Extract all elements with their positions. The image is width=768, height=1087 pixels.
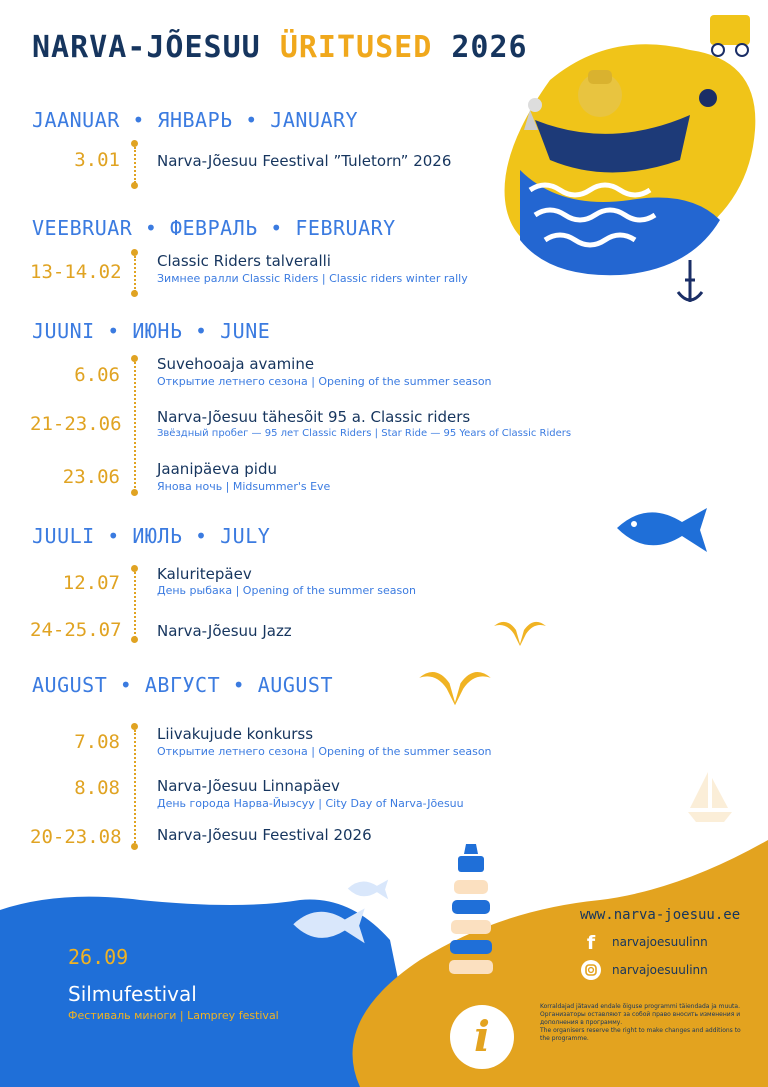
event-title: Narva-Jõesuu Linnapäev (157, 777, 340, 795)
instagram-icon (581, 960, 601, 980)
event-subtitle: Звёздный пробег — 95 лет Classic Riders | Star Ride — 95 Years of Classic Riders (157, 428, 572, 439)
facebook-link[interactable]: narvajoesuulinn (612, 935, 708, 949)
timeline-dot (131, 723, 138, 730)
title-part-1: NARVA-JÕESUU (32, 30, 261, 65)
info-letter: i (474, 1012, 490, 1061)
special-event-title: Silmufestival (68, 982, 197, 1006)
instagram-link[interactable]: narvajoesuulinn (612, 963, 708, 977)
special-event-date: 26.09 (68, 945, 129, 969)
fish-icon (288, 902, 370, 948)
timeline-line (134, 572, 136, 638)
timeline-dot (131, 290, 138, 297)
fish-icon (344, 876, 392, 902)
event-date: 20-23.08 (30, 826, 122, 848)
title-part-3: 2026 (451, 30, 528, 65)
event-date: 24-25.07 (30, 619, 122, 641)
sailboat-icon (686, 768, 734, 826)
timeline-dot (131, 565, 138, 572)
fish-icon (612, 500, 712, 558)
info-icon (450, 1005, 514, 1069)
event-title: Narva-Jõesuu Feestival 2026 (157, 826, 372, 844)
disclaimer-ru: Организаторы оставляют за собой право вносить изменения и дополнения в программу. (540, 1011, 741, 1026)
event-date: 13-14.02 (30, 261, 122, 283)
event-date: 23.06 (62, 466, 120, 488)
month-header-february: VEEBRUAR • ФЕВРАЛЬ • FEBRUARY (32, 216, 396, 240)
event-date: 6.06 (74, 364, 120, 386)
event-title: Suvehooaja avamine (157, 355, 315, 373)
month-header-august: AUGUST • АВГУСТ • AUGUST (32, 673, 333, 697)
timeline-line (134, 256, 136, 292)
timeline-dot (131, 249, 138, 256)
timeline-dot (131, 140, 138, 147)
header-illustration (490, 10, 768, 310)
disclaimer-et: Korraldajad jätavad endale õiguse programmi täiendada ja muuta. (540, 1003, 740, 1010)
seagull-icon (416, 664, 494, 708)
event-title: Classic Riders talveralli (157, 252, 331, 270)
timeline-dot (131, 182, 138, 189)
facebook-icon: f (586, 932, 596, 954)
timeline-dot (131, 636, 138, 643)
event-title: Narva-Jõesuu Feestival ”Tuletorn” 2026 (157, 152, 452, 170)
event-title: Liivakujude konkurss (157, 725, 314, 743)
page-title (32, 30, 528, 65)
event-title: Kaluritepäev (157, 565, 252, 583)
month-header-july: JUULI • ИЮЛЬ • JULY (32, 524, 271, 548)
event-date: 7.08 (74, 731, 120, 753)
lighthouse-icon (448, 840, 494, 1000)
event-subtitle: Открытие летнего сезона | Opening of the summer season (157, 375, 492, 388)
event-subtitle: Открытие летнего сезона | Opening of the summer season (157, 745, 492, 758)
month-header-june: JUUNI • ИЮНЬ • JUNE (32, 319, 271, 343)
website-link[interactable]: www.narva-joesuu.ee (580, 907, 741, 923)
timeline-line (134, 730, 136, 846)
seagull-icon (492, 616, 548, 648)
event-date: 3.01 (74, 149, 120, 171)
disclaimer-en: The organisers reserve the right to make changes and additions to the programme. (540, 1027, 741, 1042)
event-date: 8.08 (74, 777, 120, 799)
timeline-dot (131, 355, 138, 362)
event-subtitle: День рыбака | Opening of the summer season (157, 584, 416, 597)
event-title: Jaanipäeva pidu (157, 460, 277, 478)
title-part-2: ÜRITUSED (279, 30, 433, 65)
month-header-january: JAANUAR • ЯНВАРЬ • JANUARY (32, 108, 359, 132)
event-date: 21-23.06 (30, 413, 122, 435)
event-subtitle: Зимнее ралли Classic Riders | Classic riders winter rally (157, 272, 468, 285)
event-title: Narva-Jõesuu tähesõit 95 a. Classic riders (157, 408, 471, 426)
timeline-line (134, 147, 136, 183)
event-date: 12.07 (62, 572, 120, 594)
event-title: Narva-Jõesuu Jazz (157, 622, 292, 640)
event-subtitle: Янова ночь | Midsummer's Eve (157, 480, 331, 493)
event-subtitle: День города Нарва-Йыэсуу | City Day of Narva-Jõesuu (157, 797, 464, 810)
disclaimer (540, 1003, 750, 1043)
timeline-line (134, 362, 136, 492)
timeline-dot (131, 489, 138, 496)
special-event-subtitle: Фестиваль миноги | Lamprey festival (68, 1009, 279, 1022)
anchor-icon (678, 280, 702, 302)
